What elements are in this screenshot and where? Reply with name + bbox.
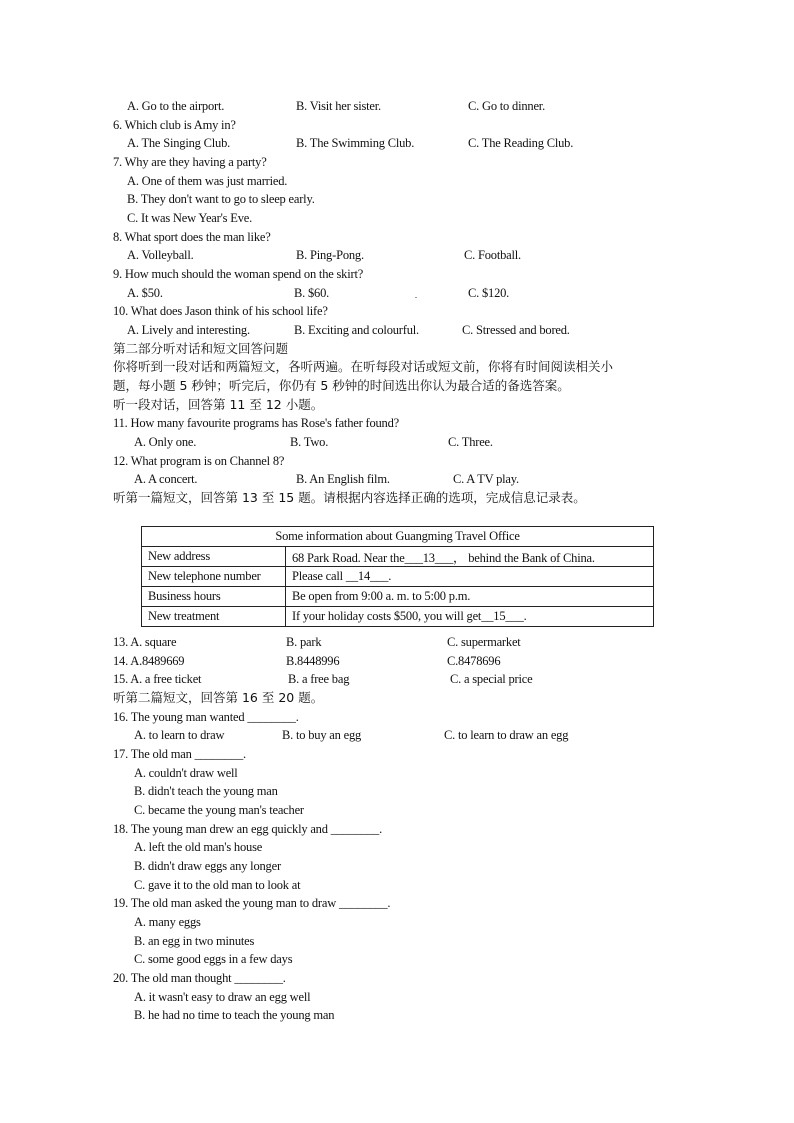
option-c: C. gave it to the old man to look at [134,878,301,892]
question-20 [0,969,794,987]
option-c: C. a special price [450,672,533,686]
option-b: B. Two. [290,435,329,449]
option-b: B. They don't want to go to sleep early. [127,192,315,206]
passage-instruction: 听第一篇短文，回答第 13 至 15 题。请根据内容选择正确的选项，完成信息记录表。 [113,490,586,505]
option-b: B. Exciting and colourful. [294,323,419,337]
dialogue-heading [0,396,794,414]
option-b: B. An English film. [296,472,390,486]
stray-mark [415,297,417,298]
option-c: C. some good eggs in a few days [134,952,293,966]
q17-option-c [0,801,794,819]
value-text: . [388,569,392,583]
option-c: C. Go to dinner. [468,99,546,113]
q5-options [0,97,794,115]
option-a: A. left the old man's house [134,840,263,854]
row-label: New telephone number [142,567,286,587]
value-text: 68 Park Road. Near the [292,550,405,565]
option-b: B. park [286,635,322,649]
q19-option-b [0,932,794,950]
option-b: B. didn't teach the young man [134,784,278,798]
question-text: 17. The old man ________. [113,747,246,761]
row-value [286,587,654,607]
option-a: 13. A. square [113,635,177,649]
question-19 [0,894,794,912]
blank-15: __15___ [481,609,524,623]
option-b: B. an egg in two minutes [134,934,255,948]
question-7 [0,153,794,171]
question-text: 7. Why are they having a party? [113,155,267,169]
instruction-text: 你将听到一段对话和两篇短文，各听两遍。在听每段对话或短文前，你将有时间阅读相关小 [113,359,614,374]
option-a: A. Go to the airport. [127,99,225,113]
question-8 [0,228,794,246]
option-a: A. A concert. [134,472,198,486]
question-17 [0,745,794,763]
q7-option-b [0,190,794,208]
option-a: A. it wasn't easy to draw an egg well [134,990,311,1004]
section-2-heading [0,340,794,358]
option-b: B. didn't draw eggs any longer [134,859,281,873]
row-label: New address [142,547,286,567]
value-text: . [523,609,527,623]
q17-option-a [0,764,794,782]
option-a: A. The Singing Club. [127,136,231,150]
option-c: C. Stressed and bored. [462,323,570,337]
dialogue-instruction: 听一段对话，回答第 11 至 12 小题。 [113,397,324,412]
option-c: C. Three. [448,435,493,449]
option-c: C. became the young man's teacher [134,803,304,817]
q19-option-a [0,913,794,931]
question-text: 20. The old man thought ________. [113,971,286,985]
question-text: 8. What sport does the man like? [113,230,271,244]
question-text: 18. The young man drew an egg quickly and ________. [113,822,383,836]
option-a: A. Lively and interesting. [127,323,250,337]
table-row [142,547,654,567]
q6-options [0,134,794,152]
passage-instruction: 听第二篇短文，回答第 16 至 20 题。 [113,690,324,705]
option-a: A. $50. [127,286,163,300]
option-b: B. $60. [294,286,330,300]
question-6 [0,116,794,134]
q7-option-a [0,172,794,190]
q20-option-b [0,1006,794,1024]
option-a: A. Only one. [134,435,197,449]
q18-option-c [0,876,794,894]
option-a: 15. A. a free ticket [113,672,202,686]
question-13 [0,633,794,651]
option-b: B. he had no time to teach the young man [134,1008,335,1022]
option-c: C. $120. [468,286,510,300]
q9-options [0,284,794,302]
q18-option-b [0,857,794,875]
question-text: 6. Which club is Amy in? [113,118,236,132]
option-c: C. It was New Year's Eve. [127,211,253,225]
value-text: If your holiday costs $500, you will get [292,609,482,623]
table-row [142,567,654,587]
question-text: 19. The old man asked the young man to draw ________. [113,896,391,910]
option-c: C. The Reading Club. [468,136,574,150]
table-row [142,607,654,627]
section-title: 第二部分听对话和短文回答问题 [113,341,289,356]
q18-option-a [0,838,794,856]
option-a: A. couldn't draw well [134,766,238,780]
row-value [286,607,654,627]
option-b: B. Ping-Pong. [296,248,364,262]
instructions-line-2 [0,377,794,395]
option-a: A. to learn to draw [134,728,225,742]
value-text: Be open from 9:00 a. m. to 5:00 p.m. [292,589,471,603]
q11-options [0,433,794,451]
value-text: Please call [292,569,346,583]
row-value [286,547,654,567]
question-10 [0,302,794,320]
passage-1-heading [0,489,794,507]
q19-option-c [0,950,794,968]
info-table [141,526,654,627]
question-text: 16. The young man wanted ________. [113,710,299,724]
question-text: 10. What does Jason think of his school life? [113,304,328,318]
blank-14: __14___ [345,569,389,583]
question-text: 12. What program is on Channel 8? [113,454,285,468]
question-11 [0,414,794,432]
option-a: A. many eggs [134,915,201,929]
question-16 [0,708,794,726]
option-b: B.8448996 [286,654,340,668]
option-c: C. A TV play. [453,472,519,486]
question-18 [0,820,794,838]
option-c: C.8478696 [447,654,501,668]
question-text: 11. How many favourite programs has Rose's father found? [113,416,399,430]
passage-2-heading [0,689,794,707]
option-b: B. to buy an egg [282,728,362,742]
q20-option-a [0,988,794,1006]
table-title-row [142,527,654,547]
q16-options [0,726,794,744]
row-label: Business hours [142,587,286,607]
option-a: 14. A.8489669 [113,654,185,668]
q17-option-b [0,782,794,800]
instruction-text: 题，每小题 5 秒钟；听完后，你仍有 5 秒钟的时间选出你认为最合适的备选答案。 [113,378,570,393]
question-14 [0,652,794,670]
option-c: C. supermarket [447,635,521,649]
row-value [286,567,654,587]
question-15 [0,670,794,688]
value-text: ， behind the Bank of China. [453,550,595,565]
table-row [142,587,654,607]
question-12 [0,452,794,470]
table-title: Some information about Guangming Travel Office [142,527,654,547]
q8-options [0,246,794,264]
option-c: C. Football. [464,248,521,262]
question-text: 9. How much should the woman spend on the skirt? [113,267,364,281]
blank-13: ___13___ [404,550,453,565]
option-b: B. a free bag [288,672,350,686]
q7-option-c [0,209,794,227]
option-b: B. Visit her sister. [296,99,381,113]
q10-options [0,321,794,339]
option-b: B. The Swimming Club. [296,136,415,150]
q12-options [0,470,794,488]
question-9 [0,265,794,283]
row-label: New treatment [142,607,286,627]
instructions-line-1 [0,358,794,376]
option-a: A. Volleyball. [127,248,194,262]
option-a: A. One of them was just married. [127,174,288,188]
option-c: C. to learn to draw an egg [444,728,569,742]
